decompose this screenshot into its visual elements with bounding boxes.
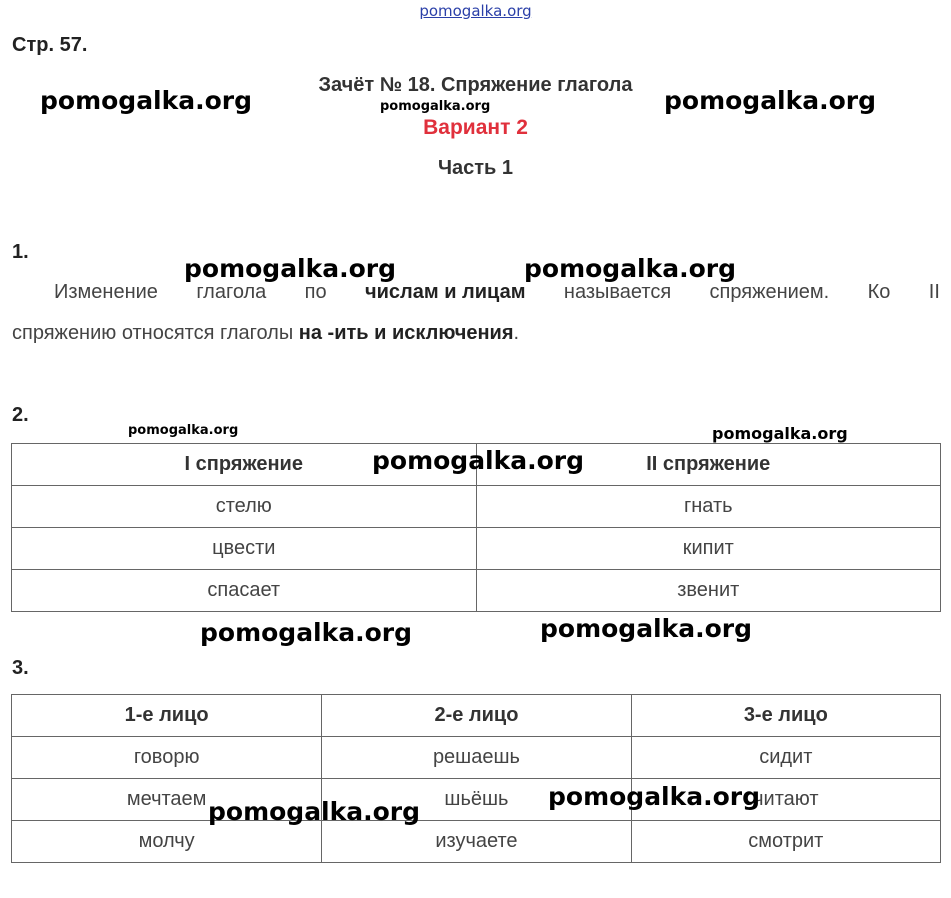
- person-table: [11, 694, 941, 863]
- column-header: 3-е лицо: [631, 695, 940, 737]
- table-cell: мечтаем: [12, 779, 322, 821]
- watermark: pomogalka.org: [128, 423, 239, 438]
- watermark: pomogalka.org: [524, 254, 737, 283]
- table-cell: молчу: [12, 821, 322, 863]
- table-cell: читают: [631, 779, 940, 821]
- table-cell: спасает: [12, 570, 477, 612]
- top-watermark[interactable]: pomogalka.org: [419, 2, 532, 20]
- table-cell: решаешь: [322, 737, 631, 779]
- task-3-number: 3.: [12, 657, 29, 679]
- table-cell: говорю: [12, 737, 322, 779]
- watermark: pomogalka.org: [712, 424, 848, 443]
- table-cell: смотрит: [631, 821, 940, 863]
- column-header: 1-е лицо: [12, 695, 322, 737]
- watermark: pomogalka.org: [540, 614, 753, 643]
- column-header: 2-е лицо: [322, 695, 631, 737]
- watermark: pomogalka.org: [548, 782, 761, 811]
- word: Изменение: [54, 281, 158, 303]
- table-cell: изучаете: [322, 821, 631, 863]
- table-row: [12, 821, 941, 863]
- word: спряжением.: [709, 281, 830, 303]
- watermark: pomogalka.org: [40, 86, 253, 115]
- part-label: Часть 1: [437, 157, 514, 179]
- page-title: Зачёт № 18. Спряжение глагола: [318, 74, 633, 96]
- table-cell: сидит: [631, 737, 940, 779]
- watermark: pomogalka.org: [380, 99, 491, 114]
- column-header: I спряжение: [12, 444, 477, 486]
- text-segment: .: [513, 322, 520, 344]
- page-number: Стр. 57.: [12, 34, 88, 56]
- word: по: [304, 281, 327, 303]
- table-cell: цвести: [12, 528, 477, 570]
- table-row: [12, 779, 941, 821]
- word: II: [928, 281, 940, 303]
- watermark: pomogalka.org: [200, 618, 413, 647]
- text-segment: спряжению относятся глаголы: [12, 322, 299, 344]
- task-1-text: [12, 272, 940, 354]
- word: называется: [563, 281, 672, 303]
- variant-label: Вариант 2: [423, 116, 528, 139]
- table-cell: звенит: [476, 570, 941, 612]
- task-1-number: 1.: [12, 241, 29, 263]
- table-row: [12, 486, 941, 528]
- task-2-number: 2.: [12, 404, 29, 426]
- table-header-row: [12, 695, 941, 737]
- table-cell: шьёшь: [322, 779, 631, 821]
- watermark: pomogalka.org: [208, 797, 421, 826]
- bold-phrase: числам и лицам: [365, 281, 526, 303]
- table-row: [12, 737, 941, 779]
- column-header: II спряжение: [476, 444, 941, 486]
- table-cell: кипит: [476, 528, 941, 570]
- table-row: [12, 528, 941, 570]
- table-cell: гнать: [476, 486, 941, 528]
- watermark: pomogalka.org: [184, 254, 397, 283]
- bold-phrase: на -ить и исключения: [298, 322, 514, 344]
- watermark: pomogalka.org: [372, 446, 585, 475]
- word: глагола: [196, 281, 267, 303]
- watermark: pomogalka.org: [664, 86, 877, 115]
- table-cell: стелю: [12, 486, 477, 528]
- word: Ко: [867, 281, 891, 303]
- table-row: [12, 570, 941, 612]
